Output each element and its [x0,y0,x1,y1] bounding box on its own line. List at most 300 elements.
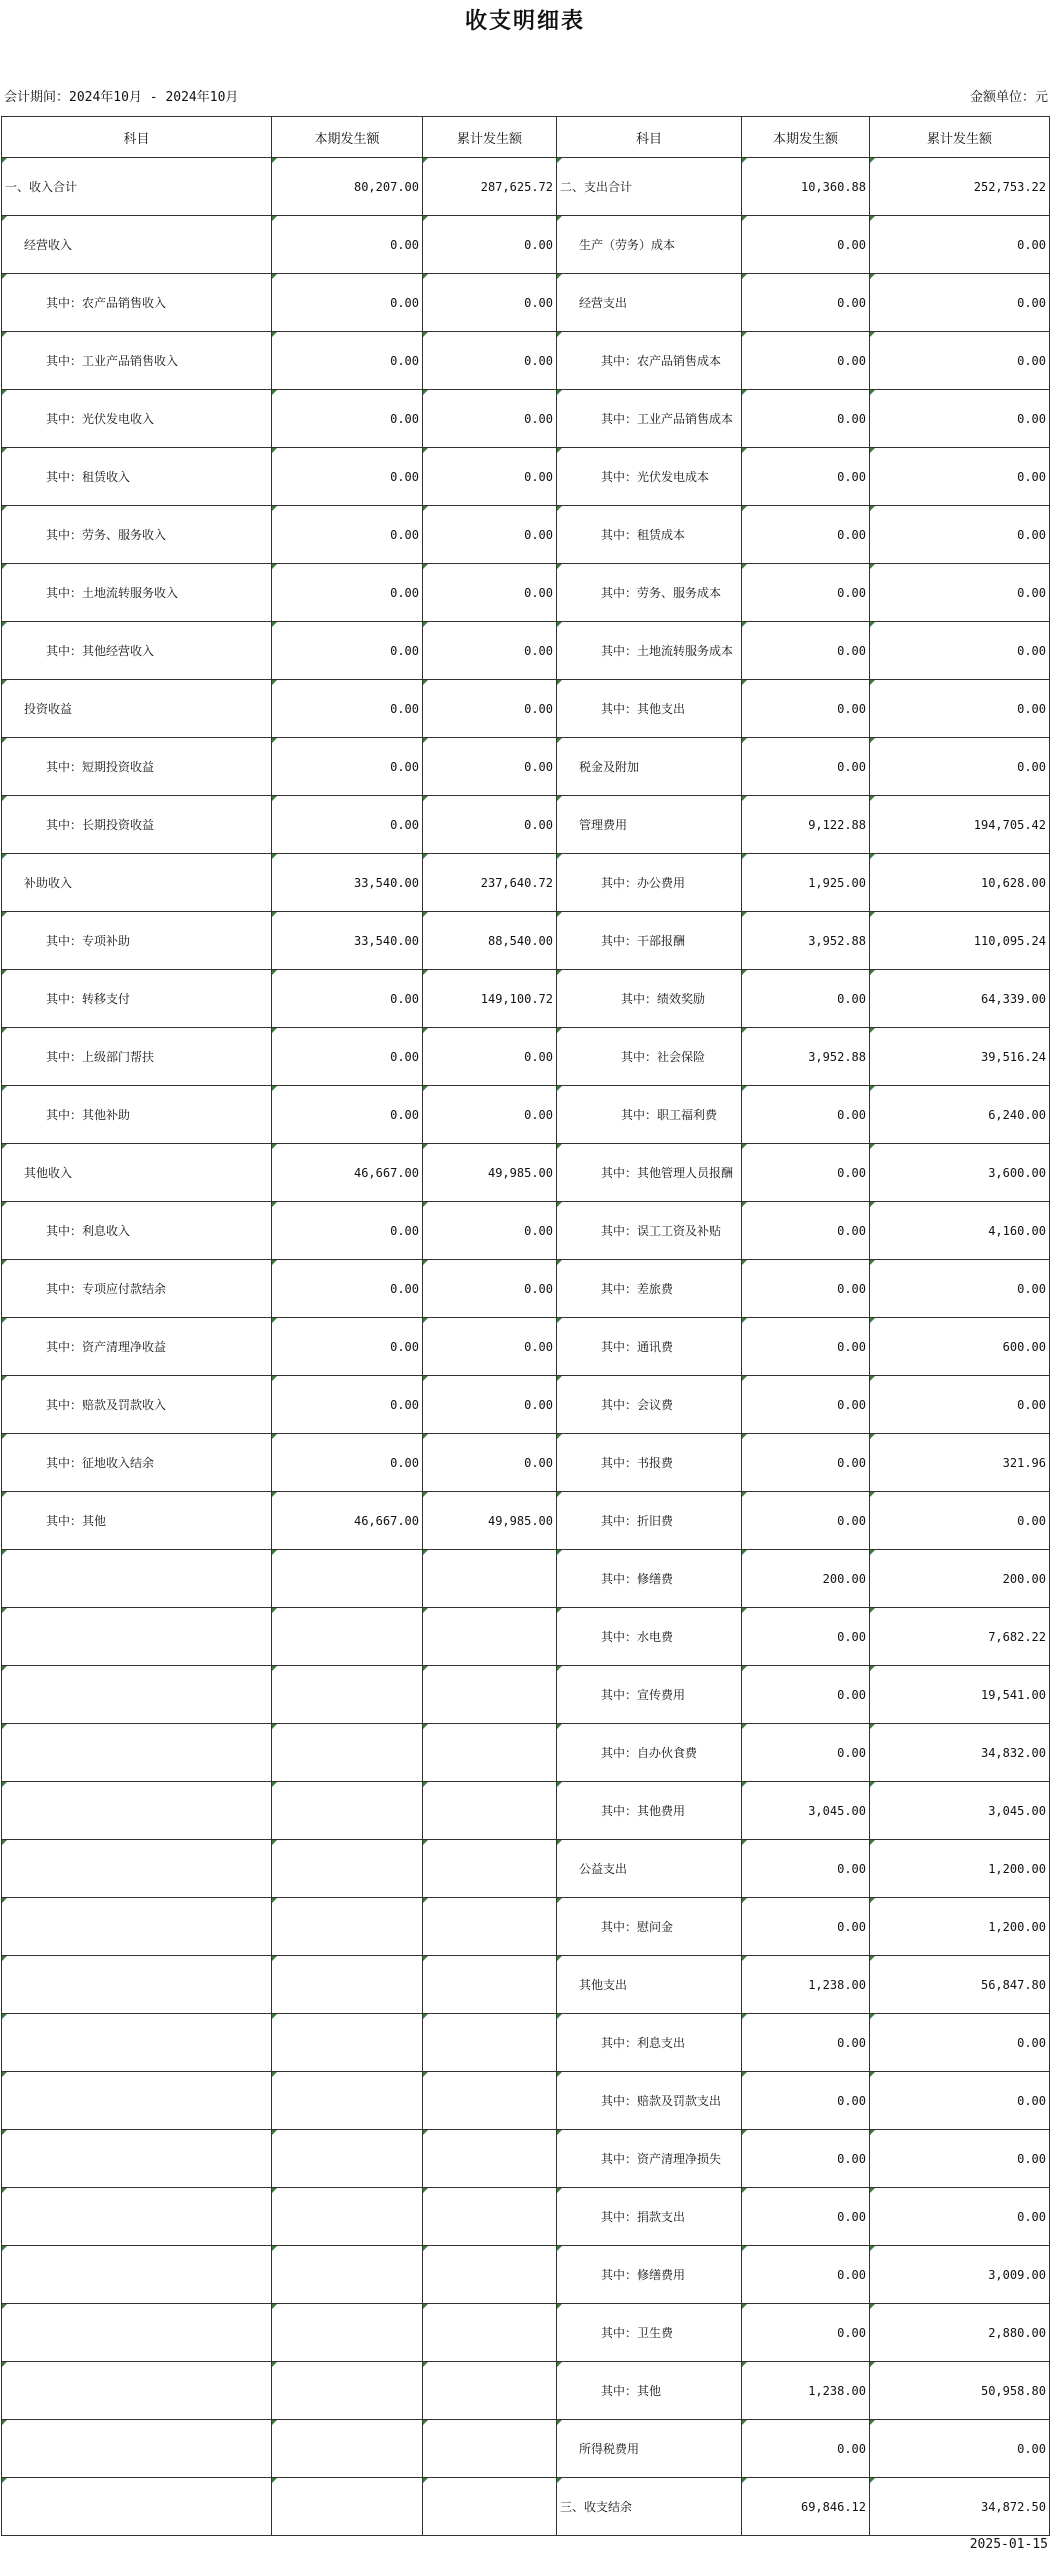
income-subject-cell: 其他收入 [2,1144,272,1202]
expense-subject-cell: 税金及附加 [557,738,742,796]
income-subject-cell: 其中：赔款及罚款收入 [2,1376,272,1434]
expense-accumulated-amount-cell: 2,880.00 [870,2304,1050,2362]
header-expense-current: 本期发生额 [742,117,870,158]
expense-subject-cell: 其中：土地流转服务成本 [557,622,742,680]
table-row [2,2478,1050,2536]
table-row [2,1434,1050,1492]
income-subject-cell: 其中：上级部门帮扶 [2,1028,272,1086]
income-accumulated-amount-cell [423,2130,557,2188]
table-row [2,1144,1050,1202]
expense-current-amount-cell: 0.00 [742,2304,870,2362]
income-subject-cell: 其中：转移支付 [2,970,272,1028]
expense-subject-cell: 其中：通讯费 [557,1318,742,1376]
expense-accumulated-amount-cell: 0.00 [870,680,1050,738]
income-accumulated-amount-cell: 49,985.00 [423,1492,557,1550]
expense-current-amount-cell: 1,238.00 [742,1956,870,2014]
expense-current-amount-cell: 3,045.00 [742,1782,870,1840]
expense-current-amount-cell: 0.00 [742,738,870,796]
income-current-amount-cell [272,2014,423,2072]
expense-subject-cell: 其中：干部报酬 [557,912,742,970]
income-subject-cell [2,2130,272,2188]
expense-subject-cell: 其中：社会保险 [557,1028,742,1086]
income-current-amount-cell: 80,207.00 [272,158,423,216]
table-row [2,1318,1050,1376]
income-subject-cell [2,2362,272,2420]
expense-subject-cell: 其中：其他支出 [557,680,742,738]
income-current-amount-cell: 0.00 [272,216,423,274]
table-row [2,2014,1050,2072]
expense-current-amount-cell: 200.00 [742,1550,870,1608]
expense-subject-cell: 其他支出 [557,1956,742,2014]
income-current-amount-cell: 0.00 [272,1202,423,1260]
income-subject-cell: 其中：资产清理净收益 [2,1318,272,1376]
table-row [2,1840,1050,1898]
expense-accumulated-amount-cell: 1,200.00 [870,1840,1050,1898]
table-row [2,274,1050,332]
income-current-amount-cell: 0.00 [272,1376,423,1434]
income-accumulated-amount-cell: 49,985.00 [423,1144,557,1202]
expense-accumulated-amount-cell: 4,160.00 [870,1202,1050,1260]
expense-subject-cell: 其中：光伏发电成本 [557,448,742,506]
table-row [2,1724,1050,1782]
table-row [2,1608,1050,1666]
income-subject-cell [2,1608,272,1666]
income-current-amount-cell [272,1956,423,2014]
income-subject-cell: 其中：土地流转服务收入 [2,564,272,622]
expense-accumulated-amount-cell: 1,200.00 [870,1898,1050,1956]
income-current-amount-cell: 0.00 [272,970,423,1028]
income-accumulated-amount-cell [423,2072,557,2130]
expense-subject-cell: 其中：水电费 [557,1608,742,1666]
expense-accumulated-amount-cell: 0.00 [870,564,1050,622]
income-accumulated-amount-cell: 0.00 [423,680,557,738]
income-accumulated-amount-cell [423,2362,557,2420]
income-accumulated-amount-cell: 0.00 [423,564,557,622]
income-subject-cell: 其中：专项补助 [2,912,272,970]
income-current-amount-cell [272,1666,423,1724]
expense-current-amount-cell: 0.00 [742,1376,870,1434]
income-subject-cell [2,1898,272,1956]
expense-current-amount-cell: 0.00 [742,1840,870,1898]
expense-current-amount-cell: 0.00 [742,1666,870,1724]
expense-accumulated-amount-cell: 3,045.00 [870,1782,1050,1840]
expense-accumulated-amount-cell: 64,339.00 [870,970,1050,1028]
header-income-subject: 科目 [2,117,272,158]
expense-subject-cell: 其中：修缮费用 [557,2246,742,2304]
income-subject-cell: 补助收入 [2,854,272,912]
income-accumulated-amount-cell [423,1550,557,1608]
table-header-row [2,117,1050,158]
expense-subject-cell: 二、支出合计 [557,158,742,216]
income-current-amount-cell: 46,667.00 [272,1492,423,1550]
report-title: 收支明细表 [464,8,585,34]
income-current-amount-cell: 0.00 [272,1260,423,1318]
expense-subject-cell: 其中：农产品销售成本 [557,332,742,390]
expense-current-amount-cell: 0.00 [742,1898,870,1956]
income-accumulated-amount-cell: 237,640.72 [423,854,557,912]
income-accumulated-amount-cell [423,2478,557,2536]
table-row [2,1782,1050,1840]
expense-accumulated-amount-cell: 321.96 [870,1434,1050,1492]
income-current-amount-cell: 0.00 [272,1086,423,1144]
income-subject-cell: 其中：其他经营收入 [2,622,272,680]
expense-current-amount-cell: 0.00 [742,970,870,1028]
expense-subject-cell: 其中：工业产品销售成本 [557,390,742,448]
income-accumulated-amount-cell: 0.00 [423,448,557,506]
expense-accumulated-amount-cell: 34,872.50 [870,2478,1050,2536]
expense-subject-cell: 其中：其他 [557,2362,742,2420]
income-current-amount-cell: 0.00 [272,1028,423,1086]
table-row [2,158,1050,216]
income-accumulated-amount-cell: 0.00 [423,622,557,680]
income-subject-cell [2,1956,272,2014]
expense-accumulated-amount-cell: 0.00 [870,216,1050,274]
income-subject-cell: 一、收入合计 [2,158,272,216]
expense-current-amount-cell: 0.00 [742,448,870,506]
expense-current-amount-cell: 3,952.88 [742,912,870,970]
expense-subject-cell: 其中：会议费 [557,1376,742,1434]
income-accumulated-amount-cell [423,1608,557,1666]
expense-current-amount-cell: 0.00 [742,1492,870,1550]
income-subject-cell: 其中：长期投资收益 [2,796,272,854]
table-row [2,1666,1050,1724]
expense-subject-cell: 其中：租赁成本 [557,506,742,564]
table-row [2,1028,1050,1086]
table-row [2,506,1050,564]
income-subject-cell: 其中：租赁收入 [2,448,272,506]
expense-subject-cell: 其中：绩效奖励 [557,970,742,1028]
expense-subject-cell: 其中：资产清理净损失 [557,2130,742,2188]
income-subject-cell: 其中：专项应付款结余 [2,1260,272,1318]
currency-unit: 金额单位：元 [969,90,1048,105]
table-row [2,2246,1050,2304]
income-subject-cell: 投资收益 [2,680,272,738]
income-accumulated-amount-cell [423,1724,557,1782]
income-subject-cell: 其中：工业产品销售收入 [2,332,272,390]
table-row [2,912,1050,970]
income-current-amount-cell: 0.00 [272,1318,423,1376]
table-row [2,1376,1050,1434]
income-expense-table [1,116,1050,2536]
expense-subject-cell: 其中：差旅费 [557,1260,742,1318]
expense-subject-cell: 其中：自办伙食费 [557,1724,742,1782]
expense-current-amount-cell: 69,846.12 [742,2478,870,2536]
income-accumulated-amount-cell [423,1898,557,1956]
expense-subject-cell: 其中：书报费 [557,1434,742,1492]
expense-subject-cell: 其中：利息支出 [557,2014,742,2072]
income-current-amount-cell: 0.00 [272,390,423,448]
income-accumulated-amount-cell: 0.00 [423,1028,557,1086]
expense-accumulated-amount-cell: 0.00 [870,390,1050,448]
income-accumulated-amount-cell: 149,100.72 [423,970,557,1028]
income-subject-cell: 其中：农产品销售收入 [2,274,272,332]
income-accumulated-amount-cell: 0.00 [423,738,557,796]
expense-accumulated-amount-cell: 19,541.00 [870,1666,1050,1724]
header-expense-subject: 科目 [557,117,742,158]
expense-accumulated-amount-cell: 0.00 [870,1492,1050,1550]
income-accumulated-amount-cell [423,2420,557,2478]
expense-current-amount-cell: 0.00 [742,680,870,738]
expense-subject-cell: 其中：卫生费 [557,2304,742,2362]
expense-subject-cell: 其中：捐款支出 [557,2188,742,2246]
expense-current-amount-cell: 0.00 [742,2014,870,2072]
header-expense-accumulated: 累计发生额 [870,117,1050,158]
income-subject-cell [2,2420,272,2478]
income-current-amount-cell: 0.00 [272,274,423,332]
expense-current-amount-cell: 9,122.88 [742,796,870,854]
expense-accumulated-amount-cell: 10,628.00 [870,854,1050,912]
table-row [2,448,1050,506]
income-accumulated-amount-cell: 0.00 [423,216,557,274]
expense-current-amount-cell: 0.00 [742,1434,870,1492]
expense-accumulated-amount-cell: 39,516.24 [870,1028,1050,1086]
expense-accumulated-amount-cell: 0.00 [870,332,1050,390]
income-accumulated-amount-cell [423,1782,557,1840]
table-row [2,970,1050,1028]
income-subject-cell [2,1550,272,1608]
expense-subject-cell: 公益支出 [557,1840,742,1898]
table-row [2,622,1050,680]
table-row [2,332,1050,390]
income-subject-cell [2,1666,272,1724]
income-current-amount-cell: 0.00 [272,796,423,854]
expense-current-amount-cell: 3,952.88 [742,1028,870,1086]
income-current-amount-cell [272,2304,423,2362]
income-accumulated-amount-cell: 0.00 [423,1318,557,1376]
income-current-amount-cell [272,2130,423,2188]
income-accumulated-amount-cell: 0.00 [423,506,557,564]
expense-subject-cell: 其中：办公费用 [557,854,742,912]
expense-current-amount-cell: 0.00 [742,2130,870,2188]
expense-accumulated-amount-cell: 252,753.22 [870,158,1050,216]
table-row [2,564,1050,622]
expense-current-amount-cell: 0.00 [742,274,870,332]
expense-current-amount-cell: 1,238.00 [742,2362,870,2420]
expense-subject-cell: 其中：修缮费 [557,1550,742,1608]
table-row [2,796,1050,854]
income-accumulated-amount-cell [423,1956,557,2014]
expense-accumulated-amount-cell: 0.00 [870,2188,1050,2246]
expense-current-amount-cell: 0.00 [742,1260,870,1318]
income-current-amount-cell: 0.00 [272,1434,423,1492]
table-row [2,390,1050,448]
table-row [2,1260,1050,1318]
income-current-amount-cell [272,2188,423,2246]
expense-accumulated-amount-cell: 3,600.00 [870,1144,1050,1202]
expense-accumulated-amount-cell: 600.00 [870,1318,1050,1376]
income-current-amount-cell: 33,540.00 [272,854,423,912]
income-accumulated-amount-cell: 0.00 [423,1202,557,1260]
expense-current-amount-cell: 0.00 [742,2246,870,2304]
income-accumulated-amount-cell: 0.00 [423,332,557,390]
income-subject-cell [2,2014,272,2072]
expense-accumulated-amount-cell: 0.00 [870,1260,1050,1318]
income-current-amount-cell: 0.00 [272,738,423,796]
income-accumulated-amount-cell: 0.00 [423,390,557,448]
expense-accumulated-amount-cell: 0.00 [870,2130,1050,2188]
income-subject-cell: 其中：短期投资收益 [2,738,272,796]
income-accumulated-amount-cell [423,1840,557,1898]
expense-current-amount-cell: 0.00 [742,2420,870,2478]
income-current-amount-cell [272,1608,423,1666]
income-subject-cell [2,2188,272,2246]
print-date: 2025-01-15 [969,2537,1048,2552]
expense-current-amount-cell: 0.00 [742,1144,870,1202]
income-subject-cell [2,2304,272,2362]
income-current-amount-cell: 0.00 [272,680,423,738]
expense-current-amount-cell: 0.00 [742,622,870,680]
expense-current-amount-cell: 0.00 [742,2072,870,2130]
expense-subject-cell: 所得税费用 [557,2420,742,2478]
income-accumulated-amount-cell: 287,625.72 [423,158,557,216]
income-subject-cell [2,2246,272,2304]
table-row [2,1956,1050,2014]
income-subject-cell: 其中：征地收入结余 [2,1434,272,1492]
table-row [2,2362,1050,2420]
income-subject-cell: 其中：其他补助 [2,1086,272,1144]
table-row [2,2072,1050,2130]
expense-subject-cell: 三、收支结余 [557,2478,742,2536]
table-row [2,1086,1050,1144]
income-subject-cell: 其中：利息收入 [2,1202,272,1260]
table-row [2,854,1050,912]
income-accumulated-amount-cell: 88,540.00 [423,912,557,970]
expense-accumulated-amount-cell: 34,832.00 [870,1724,1050,1782]
income-accumulated-amount-cell [423,2246,557,2304]
income-current-amount-cell [272,2478,423,2536]
income-subject-cell: 其中：光伏发电收入 [2,390,272,448]
table-row [2,738,1050,796]
income-current-amount-cell [272,1782,423,1840]
expense-subject-cell: 其中：其他费用 [557,1782,742,1840]
income-current-amount-cell: 33,540.00 [272,912,423,970]
income-current-amount-cell [272,2420,423,2478]
expense-subject-cell: 其中：误工工资及补贴 [557,1202,742,1260]
income-accumulated-amount-cell: 0.00 [423,274,557,332]
income-accumulated-amount-cell [423,2304,557,2362]
expense-accumulated-amount-cell: 3,009.00 [870,2246,1050,2304]
expense-accumulated-amount-cell: 56,847.80 [870,1956,1050,2014]
expense-subject-cell: 管理费用 [557,796,742,854]
expense-accumulated-amount-cell: 0.00 [870,738,1050,796]
expense-accumulated-amount-cell: 200.00 [870,1550,1050,1608]
expense-accumulated-amount-cell: 0.00 [870,506,1050,564]
income-accumulated-amount-cell: 0.00 [423,1434,557,1492]
income-subject-cell: 其中：其他 [2,1492,272,1550]
expense-subject-cell: 其中：宣传费用 [557,1666,742,1724]
expense-current-amount-cell: 10,360.88 [742,158,870,216]
expense-current-amount-cell: 0.00 [742,564,870,622]
income-accumulated-amount-cell: 0.00 [423,796,557,854]
expense-subject-cell: 其中：劳务、服务成本 [557,564,742,622]
header-income-current: 本期发生额 [272,117,423,158]
table-row [2,2304,1050,2362]
expense-accumulated-amount-cell: 0.00 [870,1376,1050,1434]
income-subject-cell [2,1724,272,1782]
income-current-amount-cell: 0.00 [272,622,423,680]
income-subject-cell [2,2072,272,2130]
table-row [2,2130,1050,2188]
expense-current-amount-cell: 0.00 [742,1086,870,1144]
income-subject-cell: 经营收入 [2,216,272,274]
income-current-amount-cell [272,2246,423,2304]
table-row [2,1550,1050,1608]
expense-subject-cell: 经营支出 [557,274,742,332]
income-subject-cell: 其中：劳务、服务收入 [2,506,272,564]
table-body [2,158,1050,2536]
expense-accumulated-amount-cell: 50,958.80 [870,2362,1050,2420]
income-accumulated-amount-cell [423,2188,557,2246]
expense-current-amount-cell: 0.00 [742,216,870,274]
expense-accumulated-amount-cell: 0.00 [870,2072,1050,2130]
expense-current-amount-cell: 1,925.00 [742,854,870,912]
expense-subject-cell: 其中：其他管理人员报酬 [557,1144,742,1202]
expense-subject-cell: 其中：赔款及罚款支出 [557,2072,742,2130]
expense-current-amount-cell: 0.00 [742,390,870,448]
expense-current-amount-cell: 0.00 [742,332,870,390]
expense-accumulated-amount-cell: 110,095.24 [870,912,1050,970]
income-current-amount-cell: 0.00 [272,564,423,622]
expense-accumulated-amount-cell: 0.00 [870,448,1050,506]
expense-accumulated-amount-cell: 0.00 [870,622,1050,680]
income-current-amount-cell: 0.00 [272,448,423,506]
income-current-amount-cell [272,1550,423,1608]
expense-current-amount-cell: 0.00 [742,1318,870,1376]
table-row [2,680,1050,738]
table-row [2,1202,1050,1260]
table-row [2,1898,1050,1956]
expense-current-amount-cell: 0.00 [742,1724,870,1782]
expense-accumulated-amount-cell: 0.00 [870,2014,1050,2072]
income-current-amount-cell [272,2362,423,2420]
income-subject-cell [2,1840,272,1898]
expense-current-amount-cell: 0.00 [742,506,870,564]
income-current-amount-cell: 0.00 [272,506,423,564]
table-row [2,216,1050,274]
income-current-amount-cell [272,1840,423,1898]
expense-accumulated-amount-cell: 0.00 [870,2420,1050,2478]
table-row [2,2188,1050,2246]
expense-current-amount-cell: 0.00 [742,1202,870,1260]
income-current-amount-cell [272,1724,423,1782]
income-current-amount-cell [272,2072,423,2130]
income-accumulated-amount-cell: 0.00 [423,1086,557,1144]
expense-current-amount-cell: 0.00 [742,1608,870,1666]
table-row [2,2420,1050,2478]
income-current-amount-cell: 46,667.00 [272,1144,423,1202]
table-row [2,1492,1050,1550]
expense-accumulated-amount-cell: 194,705.42 [870,796,1050,854]
accounting-period: 会计期间：2024年10月 - 2024年10月 [4,90,239,105]
expense-accumulated-amount-cell: 6,240.00 [870,1086,1050,1144]
income-subject-cell [2,1782,272,1840]
expense-subject-cell: 生产（劳务）成本 [557,216,742,274]
expense-current-amount-cell: 0.00 [742,2188,870,2246]
expense-accumulated-amount-cell: 7,682.22 [870,1608,1050,1666]
header-income-accumulated: 累计发生额 [423,117,557,158]
income-current-amount-cell: 0.00 [272,332,423,390]
expense-accumulated-amount-cell: 0.00 [870,274,1050,332]
income-accumulated-amount-cell: 0.00 [423,1376,557,1434]
income-current-amount-cell [272,1898,423,1956]
expense-subject-cell: 其中：折旧费 [557,1492,742,1550]
income-subject-cell [2,2478,272,2536]
expense-subject-cell: 其中：慰问金 [557,1898,742,1956]
income-accumulated-amount-cell [423,2014,557,2072]
income-accumulated-amount-cell [423,1666,557,1724]
income-accumulated-amount-cell: 0.00 [423,1260,557,1318]
expense-subject-cell: 其中：职工福利费 [557,1086,742,1144]
